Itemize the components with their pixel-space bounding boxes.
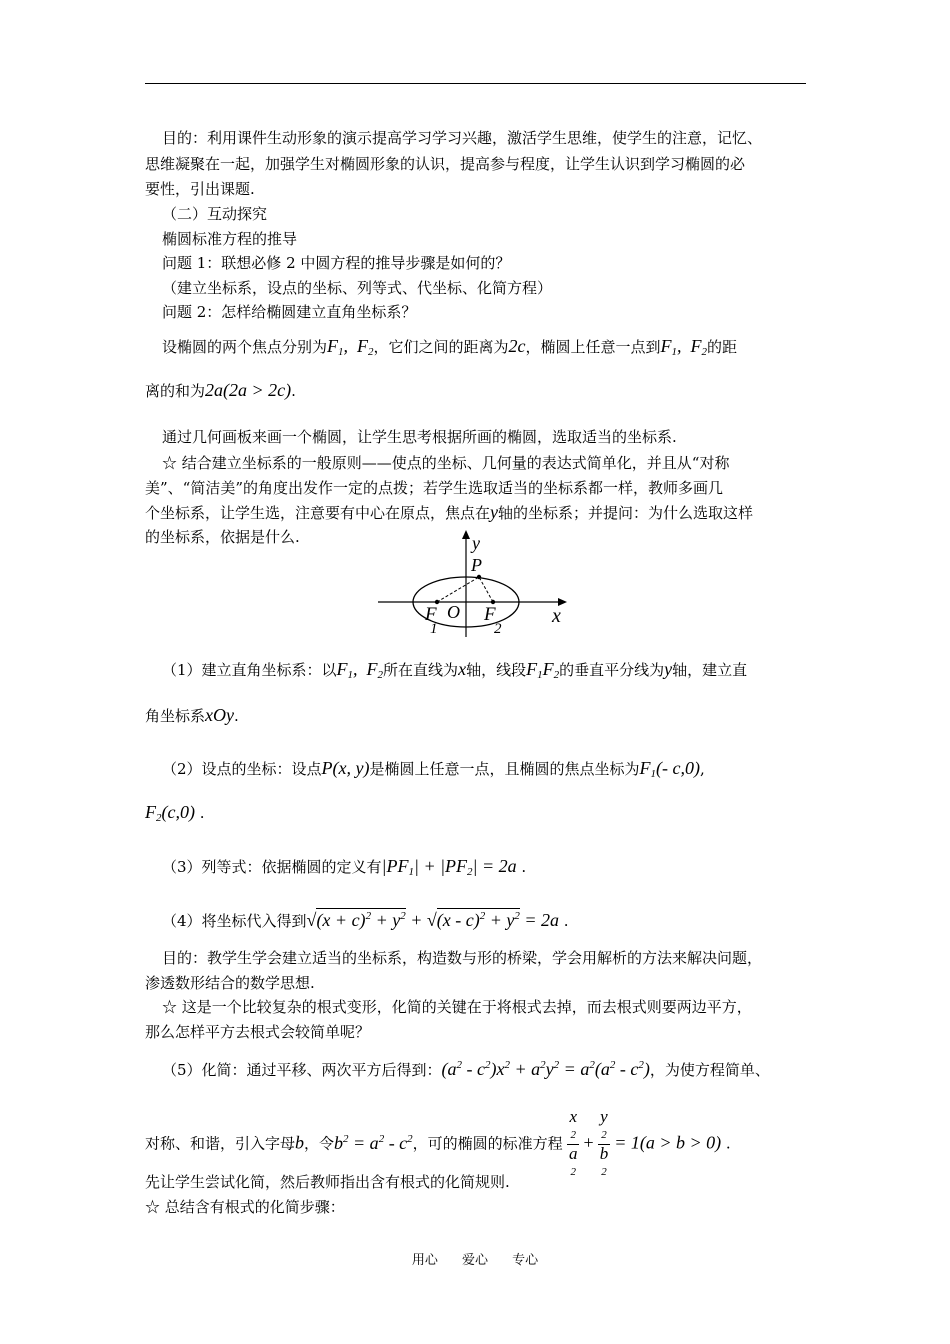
formula: P(x, y)	[321, 758, 370, 778]
label-f2-sub: 2	[494, 621, 502, 637]
step: 对称、和谐，引入字母b，令$b^2 = a^2 - c^2$，可的椭圆的标准方程 x 2 a 2 + y 2 b 2 = 1(a > b > 0) .	[145, 1108, 731, 1181]
text: 离的和为	[145, 382, 206, 400]
paragraph: ☆ 这是一个比较复杂的根式变形，化简的关键在于将根式去掉，而去根式则要两边平方，	[162, 998, 752, 1016]
paragraph: 通过几何画板来画一个椭圆，让学生思考根据所画的椭圆，选取适当的坐标系.	[162, 428, 677, 446]
formula: $√(x + c)^2 + y^2 + √(x - c)^2 + y^2 = 2a$	[306, 910, 559, 930]
text: （1）建立直角坐标系：以	[162, 661, 337, 679]
text: ，可的椭圆的标准方程	[412, 1134, 563, 1153]
paragraph: ☆ 总结含有根式的化简步骤：	[145, 1198, 345, 1216]
paragraph: 离的和为2a(2a > 2c).	[145, 380, 296, 400]
step: （3）列等式：依据椭圆的定义有$|PF_1| + |PF_2| = 2a$ .	[162, 856, 527, 878]
paragraph	[145, 502, 753, 523]
formula: x	[458, 659, 467, 679]
ellipse-figure	[370, 525, 580, 640]
paragraph: 的坐标系，依据是什么.	[145, 528, 300, 546]
formula: $F_1$, $F_2$	[336, 659, 384, 681]
formula: xOy	[205, 705, 234, 725]
paragraph: ☆ 结合建立坐标系的一般原则——使点的坐标、几何量的表达式简单化，并且从“对称	[162, 454, 730, 472]
text: （4）将坐标代入得到	[162, 912, 307, 930]
formula: b	[295, 1132, 305, 1153]
section-heading: （二）互动探究	[162, 205, 268, 223]
paragraph: 椭圆标准方程的推导	[162, 230, 298, 248]
text: （2）设点的坐标：设点	[162, 760, 322, 778]
paragraph: 思维凝聚在一起，加强学生对椭圆形象的认识，提高参与程度，让学生认识到学习椭圆的必	[145, 155, 746, 173]
paragraph: 目的：教学生学会建立适当的坐标系，构造数与形的桥梁，学会用解析的方法来解决问题，	[162, 949, 763, 967]
formula: $|PF_1| + |PF_2| = 2a$	[381, 856, 517, 878]
paragraph: （建立坐标系，设点的坐标、列等式、代坐标、化简方程）	[162, 279, 553, 297]
step	[162, 1055, 770, 1080]
y-axis-arrow	[462, 530, 470, 539]
paragraph: 目的：利用课件生动形象的演示提高学习学习兴趣，激活学生思维，使学生的注意，记忆、	[162, 129, 763, 147]
text: ，令	[304, 1134, 335, 1153]
formula: $b^2 = a^2 - c^2$	[334, 1132, 413, 1153]
step: （4）将坐标代入得到$√(x + c)^2 + y^2 + √(x - c)^2 + y^2 = 2a$ .	[162, 910, 569, 930]
formula: y	[664, 659, 673, 679]
formula: $F_2(c,0)$	[145, 802, 195, 824]
label-y: y	[472, 533, 480, 553]
paragraph: 先让学生尝试化简，然后教师指出含有根式的化简规则.	[145, 1173, 510, 1191]
header-rule	[145, 83, 806, 84]
label-p: P	[471, 555, 482, 575]
text: 的距	[707, 338, 738, 356]
segment-pf2	[479, 577, 493, 602]
question: 问题 2：怎样给椭圆建立直角坐标系？	[162, 303, 417, 321]
text: ，椭圆上任意一点到	[525, 338, 661, 356]
text: 轴的坐标系；并提问：为什么选取这样	[498, 504, 754, 522]
formula: $(a^2 - c^2)x^2 + a^2y^2 = a^2(a^2 - c^2)$	[441, 1059, 650, 1079]
step: （2）设点的坐标：设点P(x, y)是椭圆上任意一点，且椭圆的焦点坐标为$F_1(-$ c,0),	[162, 758, 705, 780]
text: 是椭圆上任意一点，且椭圆的焦点坐标为	[369, 760, 640, 778]
text: （3）列等式：依据椭圆的定义有	[162, 858, 382, 876]
label-f2: F	[484, 604, 496, 625]
text: 个坐标系，让学生选，注意要有中心在原点，焦点在	[145, 504, 491, 522]
fraction-y: y 2 b 2	[599, 1107, 609, 1178]
text: ，它们之间的距离为	[373, 338, 509, 356]
question: 问题 1：联想必修 2 中圆方程的推导步骤是如何的？	[162, 254, 511, 272]
text: 对称、和谐，引入字母	[145, 1134, 296, 1153]
paragraph	[162, 336, 737, 362]
step: $F_2(c,0)$ .	[145, 802, 205, 824]
footer-text: 用心	[411, 1253, 438, 1268]
footer-text: 专心	[512, 1253, 539, 1268]
page-footer	[0, 1249, 950, 1268]
text: ，为使方程简单、	[649, 1061, 770, 1079]
paragraph: 要性，引出课题.	[145, 180, 255, 198]
text: 的垂直平分线为	[559, 661, 665, 679]
formula: 2c	[508, 336, 526, 356]
footer-text: 爱心	[461, 1253, 488, 1268]
label-o: O	[447, 602, 460, 622]
formula: $F_1$, $F_2$	[327, 336, 374, 358]
point-p	[477, 575, 481, 579]
paragraph: 那么怎样平方去根式会较简单呢？	[145, 1023, 371, 1041]
text: （5）化简：通过平移、两次平方后得到：	[162, 1061, 442, 1079]
label-f1: F	[425, 604, 437, 625]
step: 角坐标系xOy.	[145, 705, 239, 725]
label-f1-sub: 1	[430, 621, 438, 637]
label-x: x	[552, 605, 561, 627]
text: 轴，线段	[466, 661, 527, 679]
formula: $F_1$, $F_2$	[660, 336, 708, 358]
formula: y	[490, 502, 499, 522]
formula: 2a(2a > 2c)	[205, 380, 292, 400]
formula: = 1(a > b > 0)	[609, 1132, 722, 1153]
step	[162, 659, 747, 685]
text: 所在直线为	[383, 661, 459, 679]
paragraph: 美”、“简洁美”的角度出发作一定的点拨；若学生选取适当的坐标系都一样，教师多画几	[145, 479, 724, 497]
segment-pf1	[437, 577, 479, 602]
formula: $F_1(-$ c,0)	[639, 758, 701, 780]
text: 设椭圆的两个焦点分别为	[162, 338, 328, 356]
text: 角坐标系	[145, 707, 206, 725]
formula: $F_1F_2$	[526, 659, 560, 681]
paragraph: 渗透数形结合的数学思想.	[145, 974, 315, 992]
text: 轴，建立直	[672, 661, 748, 679]
fraction-x: x 2 a 2	[568, 1107, 578, 1178]
